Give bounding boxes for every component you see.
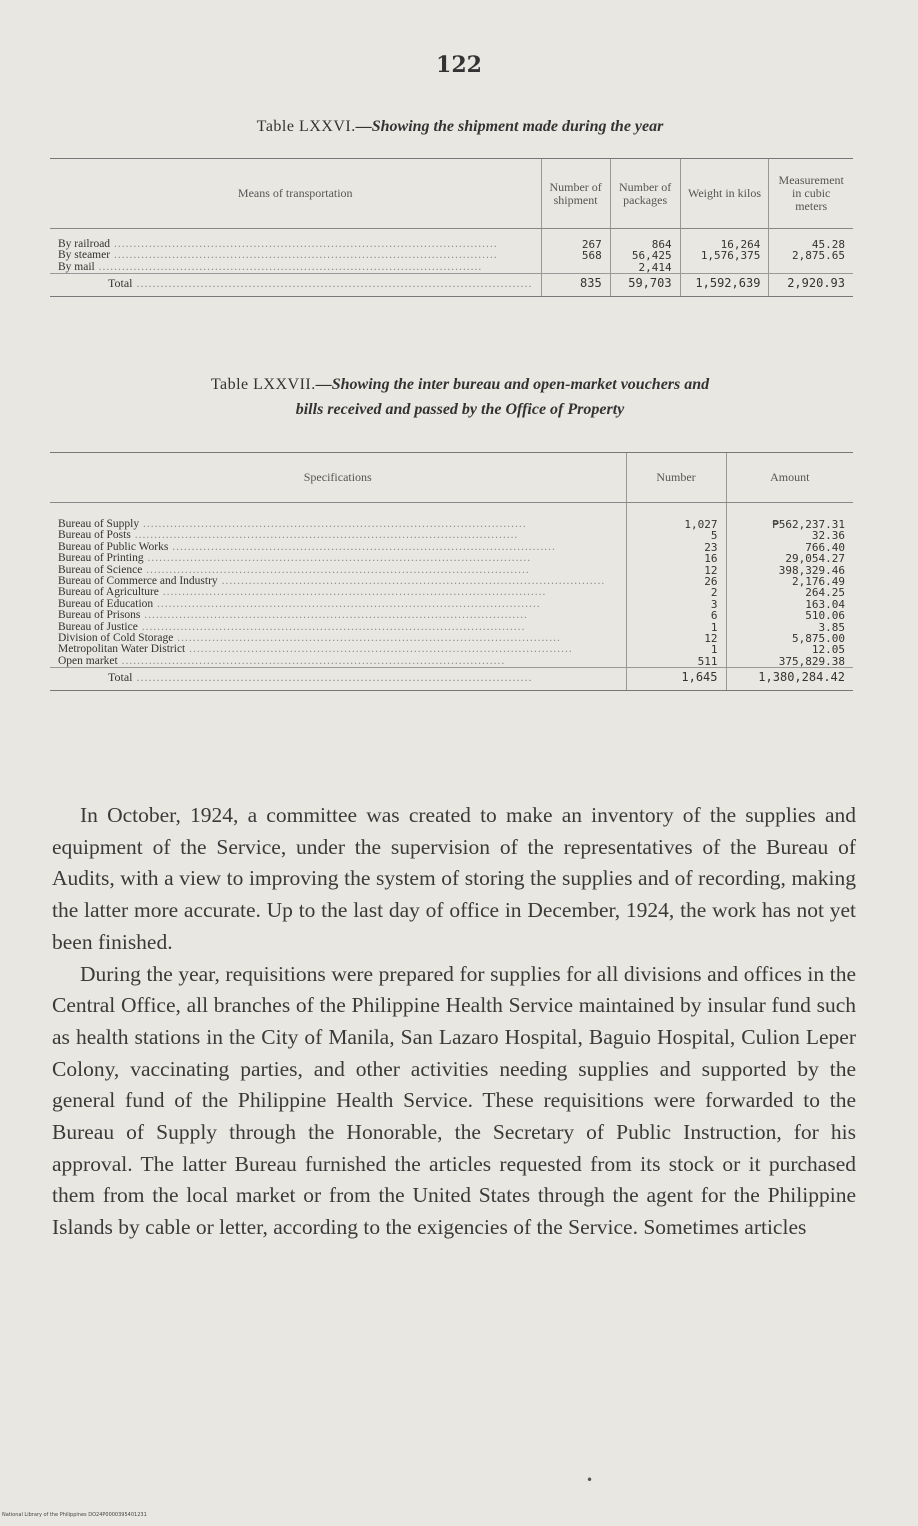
table-77-caption-line1: —Showing the inter bureau and open-market vouchers and (315, 376, 710, 393)
cell-amount: 29,054.27 (726, 553, 853, 564)
cell-weight (680, 262, 769, 274)
total-shipment: 835 (541, 274, 610, 296)
total-label: Total ..... (50, 274, 541, 296)
row-label: By railroad ..... (50, 239, 541, 250)
cell-number: 1 (626, 622, 726, 633)
col-header-means: Means of transportation (50, 159, 541, 229)
table-76-label: Table LXXVI. (256, 118, 356, 135)
cell-amount: 398,329.46 (726, 565, 853, 576)
row-label: Open market ..... (50, 656, 626, 668)
total-label: Total ..... (50, 668, 626, 690)
row-label: Division of Cold Storage ..... (50, 633, 626, 644)
table-header-row (50, 159, 853, 229)
total-number: 1,645 (626, 668, 726, 690)
col-header-shipment: Number of shipment (541, 159, 610, 229)
cell-number: 1 (626, 644, 726, 655)
table-76-caption: —Showing the shipment made during the year (355, 118, 664, 135)
cell-number: 23 (626, 542, 726, 553)
row-label: Bureau of Public Works ..... (50, 542, 626, 553)
cell-packages: 864 (610, 239, 680, 250)
total-packages: 59,703 (610, 274, 680, 296)
body-text (52, 800, 856, 1244)
table-row (50, 599, 853, 610)
cell-measure: 45.28 (769, 239, 853, 250)
cell-shipment (541, 262, 610, 274)
row-label: Bureau of Education ..... (50, 599, 626, 610)
table-77-caption-line2: bills received and passed by the Office of Property (295, 401, 625, 418)
table-row (50, 587, 853, 598)
col-header-specifications: Specifications (50, 453, 626, 503)
table-row (50, 519, 853, 530)
cell-amount: 12.05 (726, 644, 853, 655)
total-measure: 2,920.93 (769, 274, 853, 296)
page-number: 122 (436, 52, 482, 78)
bullet-mark: • (586, 1473, 594, 1487)
cell-number: 511 (626, 656, 726, 668)
cell-number: 6 (626, 610, 726, 621)
row-label: Bureau of Posts ..... (50, 530, 626, 541)
table-row (50, 633, 853, 644)
cell-amount: 510.06 (726, 610, 853, 621)
paragraph-inventory: In October, 1924, a committee was created to make an inventory of the supplies and equipment of the Service, under the supervision of the representatives of the Bureau of Audits, with a view to improving the system of storing the supplies and of recording, making the latter more accurate. Up to the last day of office in December, 1924, the work has not yet been finished. (52, 803, 856, 954)
row-label: Bureau of Commerce and Industry ..... (50, 576, 626, 587)
col-header-amount: Amount (726, 453, 853, 503)
row-label: By mail ..... (50, 262, 541, 274)
total-amount: 1,380,284.42 (726, 668, 853, 690)
cell-number: 1,027 (626, 519, 726, 530)
cell-packages: 56,425 (610, 250, 680, 261)
cell-amount: 264.25 (726, 587, 853, 598)
table-row (50, 576, 853, 587)
cell-number: 16 (626, 553, 726, 564)
table-row (50, 262, 853, 274)
table-row (50, 656, 853, 668)
cell-number: 12 (626, 633, 726, 644)
cell-amount: 163.04 (726, 599, 853, 610)
spacer-row (50, 503, 853, 520)
cell-amount: ₱562,237.31 (726, 519, 853, 530)
total-row (50, 668, 853, 690)
table-row (50, 610, 853, 621)
cell-shipment: 568 (541, 250, 610, 261)
total-row (50, 274, 853, 296)
cell-amount: 5,875.00 (726, 633, 853, 644)
col-header-weight: Weight in kilos (680, 159, 769, 229)
row-label: Bureau of Supply ..... (50, 519, 626, 530)
footer-credit: National Library of the Philippines DO24P0000395401231 (2, 1512, 147, 1518)
table-row (50, 542, 853, 553)
cell-number: 12 (626, 565, 726, 576)
cell-measure: 2,875.65 (769, 250, 853, 261)
table-77-title (40, 372, 880, 422)
cell-amount: 3.85 (726, 622, 853, 633)
cell-amount: 2,176.49 (726, 576, 853, 587)
row-label: Bureau of Agriculture ..... (50, 587, 626, 598)
cell-packages: 2,414 (610, 262, 680, 274)
table-row (50, 553, 853, 564)
row-label: Metropolitan Water District ..... (50, 644, 626, 655)
cell-number: 2 (626, 587, 726, 598)
table-row (50, 565, 853, 576)
cell-amount: 32.36 (726, 530, 853, 541)
table-76 (50, 158, 853, 297)
cell-weight: 16,264 (680, 239, 769, 250)
cell-measure (769, 262, 853, 274)
col-header-packages: Number of packages (610, 159, 680, 229)
cell-number: 26 (626, 576, 726, 587)
row-label: Bureau of Printing ..... (50, 553, 626, 564)
table-row (50, 530, 853, 541)
cell-number: 5 (626, 530, 726, 541)
paragraph-requisitions: During the year, requisitions were prepared for supplies for all divisions and offices in the Central Office, all branches of the Philippine Health Service maintained by insular fund such as health stations in the City of Manila, San Lazaro Hospital, Baguio Hospital, Culion Leper Colony, vaccinating parties, and other activities needing supplies and supported by the general fund of the Philippine Health Service. These requisitions were forwarded to the Bureau of Supply through the Honorable, the Secretary of Public Instruction, for his approval. The latter Bureau furnished the articles requested from its stock or it purchased them from the local market or from the United States through the agent for the Philippine Islands by cable or letter, according to the exigencies of the Service. Sometimes articles (52, 961, 856, 1240)
table-row (50, 644, 853, 655)
table-row (50, 250, 853, 261)
table-header-row (50, 453, 853, 503)
row-label: By steamer ..... (50, 250, 541, 261)
cell-number: 3 (626, 599, 726, 610)
table-76-title (60, 118, 860, 136)
cell-weight: 1,576,375 (680, 250, 769, 261)
table-77-label: Table LXXVII. (210, 376, 316, 393)
row-label: Bureau of Prisons ..... (50, 610, 626, 621)
table-row (50, 622, 853, 633)
table-77 (50, 452, 853, 691)
cell-amount: 375,829.38 (726, 656, 853, 668)
row-label: Bureau of Justice ..... (50, 622, 626, 633)
total-weight: 1,592,639 (680, 274, 769, 296)
col-header-number: Number (626, 453, 726, 503)
cell-amount: 766.40 (726, 542, 853, 553)
row-label: Bureau of Science ..... (50, 565, 626, 576)
col-header-measurement: Measurement in cubic meters (769, 159, 853, 229)
cell-shipment: 267 (541, 239, 610, 250)
